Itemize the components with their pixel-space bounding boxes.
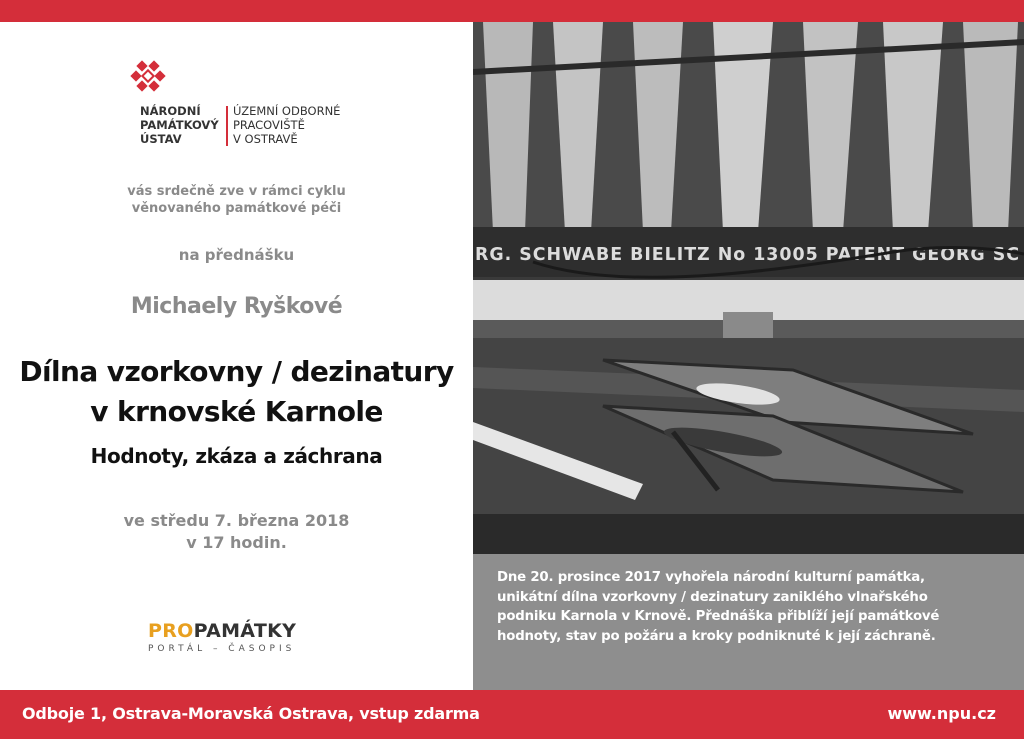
loom-shuttles-photo bbox=[473, 22, 1024, 554]
lecture-title bbox=[0, 352, 473, 432]
date-line: ve středu 7. března 2018 bbox=[123, 511, 350, 530]
propamatky-wordmark bbox=[148, 620, 296, 642]
logo-left-line: NÁRODNÍ bbox=[140, 104, 201, 118]
speaker-name: Michaely Ryškové bbox=[130, 294, 343, 319]
description-line: hodnoty, stav po požáru a kroky podniknuté k její záchraně. bbox=[497, 628, 936, 644]
logo-text-left bbox=[140, 104, 226, 146]
invite-line: vás srdečně zve v rámci cyklu bbox=[127, 184, 346, 199]
logo-divider bbox=[226, 106, 228, 146]
lecture-subtitle: Hodnoty, zkáza a záchrana bbox=[90, 444, 383, 468]
logo-left-line: PAMÁTKOVÝ bbox=[140, 118, 219, 132]
time-line: v 17 hodin. bbox=[186, 533, 287, 552]
footer-address: Odboje 1, Ostrava-Moravská Ostrava, vstup zdarma bbox=[22, 704, 480, 723]
title-line: v krnovské Karnole bbox=[90, 395, 383, 428]
description-line: podniku Karnola v Krnově. Přednáška přiblíží její památkové bbox=[497, 609, 940, 624]
event-datetime bbox=[0, 510, 473, 554]
propamatky-logo bbox=[148, 620, 296, 654]
photo-illustration bbox=[473, 22, 1024, 554]
description-line: unikátní dílna vzorkovny / dezinatury zaniklého vlnařského bbox=[497, 589, 928, 605]
logo-right-line: ÚZEMNÍ ODBORNÉ bbox=[233, 104, 341, 118]
description-line: Dne 20. prosince 2017 vyhořela národní kulturní památka, bbox=[497, 570, 925, 585]
top-accent-bar bbox=[0, 0, 1024, 22]
propamatky-subtitle: PORTÁL – ČASOPIS bbox=[148, 644, 296, 654]
footer-website-link[interactable]: www.npu.cz bbox=[887, 704, 996, 723]
logo-left-line: ÚSTAV bbox=[140, 132, 182, 146]
lecture-label: na přednášku bbox=[178, 246, 295, 264]
propamatky-pro: PRO bbox=[148, 620, 194, 642]
title-line: Dílna vzorkovny / dezinatury bbox=[19, 355, 454, 388]
event-description bbox=[497, 568, 1007, 646]
npu-logo-icon bbox=[122, 60, 180, 98]
loom-engraving: RG. SCHWABE BIELITZ No 13005 PATENT GEORG SC bbox=[475, 244, 1020, 265]
invitation-text bbox=[0, 183, 473, 217]
logo-right-line: V OSTRAVĚ bbox=[233, 132, 298, 146]
logo-right-line: PRACOVIŠTĚ bbox=[233, 118, 305, 132]
invite-line: věnovaného památkové péči bbox=[131, 201, 342, 216]
logo-text-right bbox=[233, 104, 353, 146]
propamatky-rest: PAMÁTKY bbox=[193, 620, 297, 642]
